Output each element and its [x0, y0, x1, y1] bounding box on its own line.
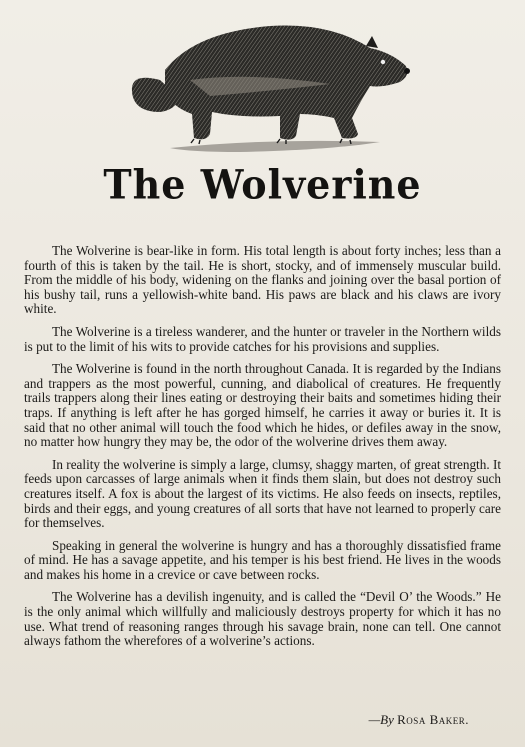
author-byline: [369, 712, 469, 728]
paragraph: The Wolverine has a devilish ingenuity, and is called the “Devil O’ the Woods.” He is the only animal which willfully and maliciously destroys property for which it has no use. What trend of reasoning ranges through his savage brain, none can tell. One cannot always fathom the wherefores of a wolverine’s actions.: [24, 589, 501, 649]
article-body: [24, 244, 501, 657]
paragraph: The Wolverine is found in the north throughout Canada. It is regarded by the Indians and trappers as the most powerful, cunning, and diabolical of creatures. He frequently trails trappers along their lines eating or destroying their baits and sometimes hiding their traps. If anything is left after he has gorged himself, he carries it away or buries it. It is said that no other animal will touch the food which he hides, or defiles away in the snow, no matter how hungry they may be, the odor of the wolverine drives them away.: [24, 361, 501, 450]
paragraph: Speaking in general the wolverine is hungry and has a thoroughly dissatisfied frame of mind. He has a savage appetite, and his temper is his best friend. He lives in the woods and makes his home in a crevice or cave between rocks.: [24, 537, 501, 582]
author-name: Rosa Baker.: [397, 712, 469, 727]
paragraph: The Wolverine is bear-like in form. His total length is about forty inches; less than a fourth of this is taken by the tail. He is short, stocky, and of immensely muscular build. From the middle of his body, widening on the flanks and joining over the basal portion of his bushy tail, runs a yellowish-white band. His paws are black and his claws are ivory white.: [24, 243, 501, 317]
paragraph: The Wolverine is a tireless wanderer, and the hunter or traveler in the Northern wilds is put to the limit of his wits to provide catches for his provisions and supplies.: [24, 323, 501, 354]
page-title: The Wolverine: [103, 160, 422, 209]
paragraph: In reality the wolverine is simply a large, clumsy, shaggy marten, of great strength. It feeds upon carcasses of large animals when it finds them slain, but does not destroy such creatures itself. A fox is about the largest of its victims. He also feeds on insects, reptiles, birds and their eggs, and young creatures of all sorts that have not learned to properly care for themselves.: [24, 456, 501, 531]
byline-prefix: —By: [368, 712, 394, 727]
wolverine-illustration: [120, 10, 420, 160]
